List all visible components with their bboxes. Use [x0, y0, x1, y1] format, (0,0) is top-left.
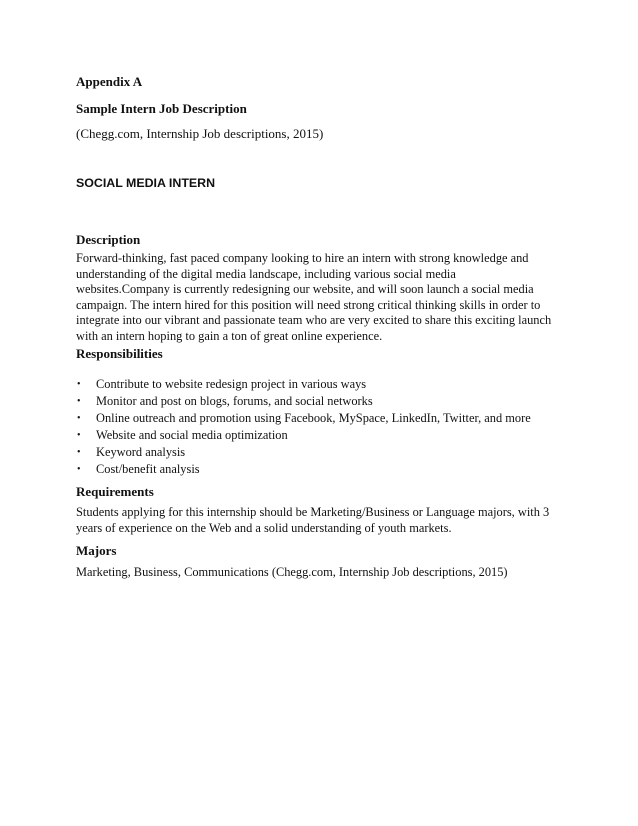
description-line: Forward-thinking, fast paced company looking to hire an intern with strong knowledge and [76, 251, 529, 265]
appendix-label: Appendix A [76, 74, 143, 89]
list-item [76, 410, 531, 427]
bullet-icon: • [77, 464, 81, 475]
list-item [76, 444, 531, 461]
requirements-line: Students applying for this internship should be Marketing/Business or Language majors, with 3 [76, 505, 550, 519]
list-item-text: Website and social media optimization [96, 428, 288, 442]
citation-line: (Chegg.com, Internship Job descriptions, 2015) [76, 126, 324, 141]
list-item [76, 393, 531, 410]
description-line: websites.Company is currently redesigning our website, and will soon launch a social media [76, 282, 534, 296]
responsibilities-heading: Responsibilities [76, 346, 163, 361]
responsibilities-list [76, 376, 531, 478]
description-heading: Description [76, 232, 141, 247]
bullet-icon: • [77, 430, 81, 441]
description-line: understanding of the digital media landscape, including various social media [76, 266, 456, 281]
list-item-text: Monitor and post on blogs, forums, and social networks [96, 394, 373, 408]
document-subtitle: Sample Intern Job Description [76, 101, 247, 116]
description-paragraph [76, 251, 551, 344]
list-item-text: Cost/benefit analysis [96, 462, 200, 476]
requirements-line: years of experience on the Web and a solid understanding of youth markets. [76, 520, 452, 535]
bullet-icon: • [77, 396, 81, 407]
majors-text: Marketing, Business, Communications (Chegg.com, Internship Job descriptions, 2015) [76, 565, 508, 579]
bullet-icon: • [77, 447, 81, 458]
bullet-icon: • [77, 413, 81, 424]
requirements-heading: Requirements [76, 484, 154, 499]
list-item [76, 461, 531, 478]
job-title: SOCIAL MEDIA INTERN [76, 176, 216, 190]
description-line: integrate into our vibrant and passionate team who are very excited to share this exciting launch [76, 313, 552, 327]
description-line: with an intern hoping to gain a ton of great online experience. [76, 328, 383, 343]
bullet-icon: • [77, 379, 81, 390]
requirements-paragraph [76, 505, 549, 536]
list-item [76, 427, 531, 444]
list-item [76, 376, 531, 393]
list-item-text: Contribute to website redesign project in various ways [96, 377, 367, 391]
list-item-text: Keyword analysis [96, 445, 186, 459]
list-item-text: Online outreach and promotion using Facebook, MySpace, LinkedIn, Twitter, and more [96, 411, 531, 425]
description-line: campaign. The intern hired for this position will need strong critical thinking skills in order to [76, 297, 541, 312]
majors-heading: Majors [76, 543, 117, 558]
